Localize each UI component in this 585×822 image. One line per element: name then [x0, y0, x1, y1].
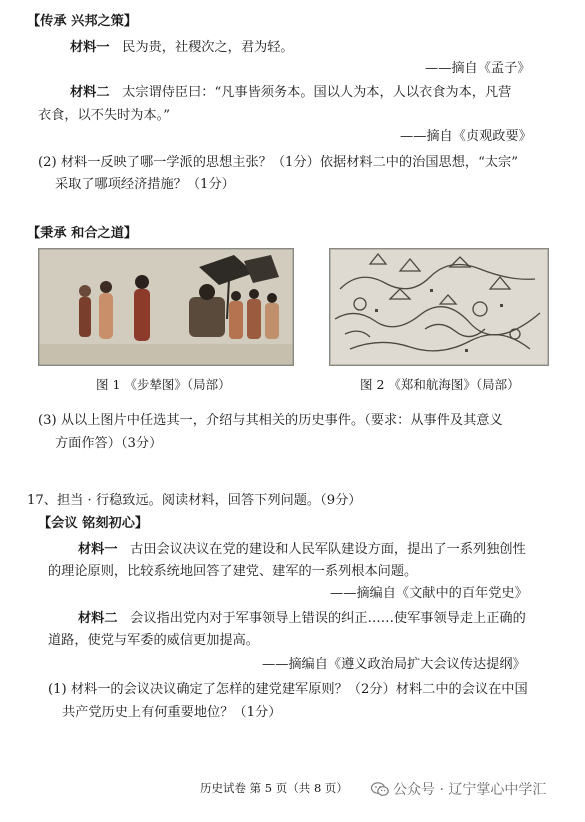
material-source: ——摘自《贞观政要》 [400, 129, 532, 144]
figure-1-caption: 图 1 《步辇图》（局部） [96, 377, 231, 392]
material-label: 材料一 [70, 40, 110, 55]
question-1-cont: 共产党历史上有何重要地位？（1分） [62, 705, 282, 720]
wechat-icon [371, 782, 389, 797]
page-number: 历史试卷 第 5 页（共 8 页） [200, 781, 348, 795]
section-heading: 【秉承 和合之道】 [27, 226, 138, 241]
material-source: ——摘编自《遵义政治局扩大会议传达提纲》 [262, 657, 526, 672]
section-heading: 【会议 铭刻初心】 [38, 516, 149, 531]
watermark [371, 779, 546, 799]
material-2 [70, 81, 511, 100]
material-label: 材料一 [78, 542, 118, 557]
material-text: 太宗谓侍臣曰：“凡事皆须务本。国以人为本，人以衣食为本，凡营 [122, 85, 512, 100]
material-label: 材料二 [70, 85, 110, 100]
figure-1-painting [38, 248, 294, 366]
question-2: (2) 材料一反映了哪一学派的思想主张？（1分）依据材料二中的治国思想，“太宗” [38, 155, 518, 170]
figure-2-caption: 图 2 《郑和航海图》（局部） [360, 377, 520, 392]
material-text-cont: 衣食，以不失时为本。” [38, 108, 171, 123]
material-source: ——摘自《孟子》 [425, 61, 531, 76]
watermark-text: 公众号 · 辽宁掌心中学汇 [393, 782, 547, 798]
material-text: 民为贵，社稷次之，君为轻。 [122, 40, 294, 55]
material-source: ——摘编自《文献中的百年党史》 [330, 586, 528, 601]
material-1 [70, 36, 294, 55]
question-17-title: 17、担当 · 行稳致远。阅读材料，回答下列问题。（9分） [27, 493, 362, 508]
question-2-cont: 采取了哪项经济措施？（1分） [55, 177, 235, 192]
material-1 [78, 538, 526, 557]
figure-2-map [329, 248, 549, 366]
material-text-cont: 的理论原则，比较系统地回答了建党、建军的一系列根本问题。 [48, 564, 418, 579]
material-label: 材料二 [78, 611, 118, 626]
question-1: (1) 材料一的会议决议确定了怎样的建党建军原则？（2分）材料二中的会议在中国 [48, 682, 528, 697]
material-text-cont: 道路，使党与军委的威信更加提高。 [48, 633, 259, 648]
material-2 [78, 607, 526, 626]
material-text: 古田会议决议在党的建设和人民军队建设方面，提出了一系列独创性 [130, 542, 526, 557]
material-text: 会议指出党内对于军事领导上错误的纠正……使军事领导走上正确的 [130, 611, 526, 626]
question-3: (3) 从以上图片中任选其一，介绍与其相关的历史事件。（要求：从事件及其意义 [38, 413, 503, 428]
question-3-cont: 方面作答）（3分） [55, 436, 163, 451]
section-heading: 【传承 兴邦之策】 [27, 14, 138, 29]
